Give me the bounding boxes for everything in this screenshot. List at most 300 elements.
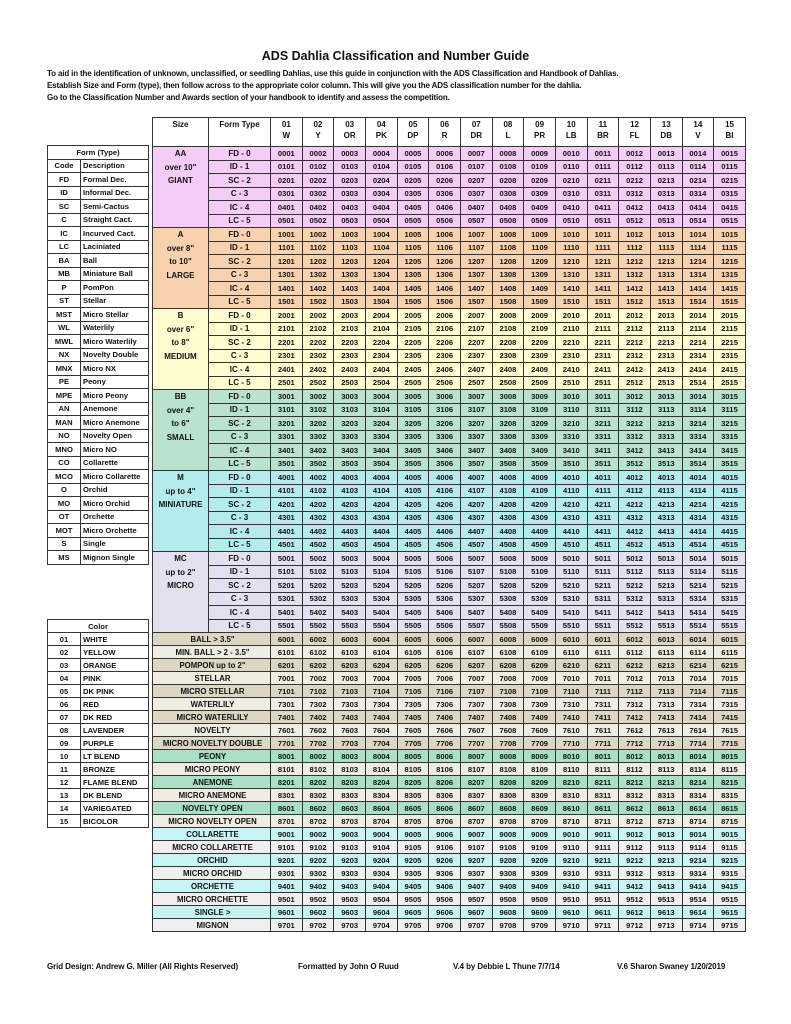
classification-number: 2310 — [555, 349, 587, 363]
classification-number: 7405 — [397, 711, 429, 724]
form-type-cell: LC - 5 — [209, 295, 271, 309]
classification-number: 1315 — [714, 268, 746, 282]
classification-number: 0102 — [302, 160, 334, 174]
classification-number: 9401 — [271, 880, 303, 893]
classification-number: 0508 — [492, 214, 524, 228]
color-number: 09 — [535, 120, 545, 129]
classification-number: 0010 — [555, 147, 587, 161]
classification-number: 0004 — [365, 147, 397, 161]
classification-number: 9208 — [492, 854, 524, 867]
classification-number: 0409 — [524, 201, 556, 215]
classification-number: 6105 — [397, 646, 429, 659]
classification-number: 7001 — [271, 672, 303, 685]
form-description: Micro Collarette — [81, 470, 149, 484]
classification-number: 9610 — [555, 906, 587, 919]
classification-number: 2405 — [397, 363, 429, 377]
classification-number: 8604 — [365, 802, 397, 815]
classification-number: 3401 — [271, 444, 303, 458]
classification-number: 7605 — [397, 724, 429, 737]
classification-number: 4213 — [650, 498, 682, 512]
classification-number: 8710 — [555, 815, 587, 828]
form-type-cell: C - 3 — [209, 187, 271, 201]
classification-number: 4114 — [682, 484, 714, 498]
classification-number: 5103 — [334, 565, 366, 579]
legend-row — [48, 537, 149, 551]
form-type-cell: FD - 0 — [209, 390, 271, 404]
classification-number: 8613 — [650, 802, 682, 815]
classification-number: 8701 — [271, 815, 303, 828]
form-code: MNX — [48, 362, 81, 376]
classification-number: 4001 — [271, 471, 303, 485]
classification-number: 0513 — [650, 214, 682, 228]
classification-number: 5202 — [302, 579, 334, 593]
classification-number: 2006 — [429, 309, 461, 323]
classification-number: 6214 — [682, 659, 714, 672]
classification-number: 0507 — [460, 214, 492, 228]
classification-number: 0511 — [587, 214, 619, 228]
classification-number: 1409 — [524, 282, 556, 296]
classification-number: 6104 — [365, 646, 397, 659]
classification-number: 7403 — [334, 711, 366, 724]
classification-number: 1201 — [271, 255, 303, 269]
classification-number: 3114 — [682, 403, 714, 417]
classification-number: 2312 — [619, 349, 651, 363]
form-label-cell: ORCHID — [153, 854, 271, 867]
classification-number: 0110 — [555, 160, 587, 174]
classification-number: 5113 — [650, 565, 682, 579]
classification-number: 3304 — [365, 430, 397, 444]
color-column-header — [650, 118, 682, 147]
color-name: ORANGE — [81, 659, 149, 672]
classification-number: 4106 — [429, 484, 461, 498]
size-class-line: MINIATURE — [158, 500, 203, 509]
classification-number: 0111 — [587, 160, 619, 174]
classification-number: 2409 — [524, 363, 556, 377]
color-name: DK BLEND — [81, 789, 149, 802]
classification-number: 1306 — [429, 268, 461, 282]
classification-number: 1510 — [555, 295, 587, 309]
color-number: 09 — [48, 737, 81, 750]
classification-number: 9606 — [429, 906, 461, 919]
classification-number: 8202 — [302, 776, 334, 789]
classification-number: 7412 — [619, 711, 651, 724]
form-type-cell: ID - 1 — [209, 565, 271, 579]
classification-number: 0001 — [271, 147, 303, 161]
table-row — [153, 471, 746, 485]
classification-number: 6015 — [714, 633, 746, 646]
classification-number: 2108 — [492, 322, 524, 336]
classification-number: 1415 — [714, 282, 746, 296]
classification-number: 9205 — [397, 854, 429, 867]
form-label-cell: STELLAR — [153, 672, 271, 685]
classification-number: 6005 — [397, 633, 429, 646]
classification-number: 4111 — [587, 484, 619, 498]
classification-number: 3112 — [619, 403, 651, 417]
classification-number: 8007 — [460, 750, 492, 763]
classification-number: 9605 — [397, 906, 429, 919]
classification-number: 4215 — [714, 498, 746, 512]
classification-number: 2208 — [492, 336, 524, 350]
classification-number: 2202 — [302, 336, 334, 350]
classification-number: 8207 — [460, 776, 492, 789]
classification-number: 9602 — [302, 906, 334, 919]
classification-number: 4205 — [397, 498, 429, 512]
classification-number: 5315 — [714, 592, 746, 606]
classification-number: 7708 — [492, 737, 524, 750]
classification-number: 2204 — [365, 336, 397, 350]
color-column-header — [429, 118, 461, 147]
classification-number: 4015 — [714, 471, 746, 485]
classification-number: 5002 — [302, 552, 334, 566]
table-row — [153, 417, 746, 431]
classification-number: 9105 — [397, 841, 429, 854]
classification-number: 2008 — [492, 309, 524, 323]
classification-number: 8004 — [365, 750, 397, 763]
classification-number: 9115 — [714, 841, 746, 854]
color-column-header — [587, 118, 619, 147]
classification-number: 9408 — [492, 880, 524, 893]
classification-number: 3211 — [587, 417, 619, 431]
intro-line: Go to the Classification Number and Awards section of your handbook to identify and assess the competition. — [47, 93, 450, 102]
classification-number: 9306 — [429, 867, 461, 880]
classification-number: 7004 — [365, 672, 397, 685]
classification-number: 3104 — [365, 403, 397, 417]
form-type-cell: FD - 0 — [209, 471, 271, 485]
classification-number: 2012 — [619, 309, 651, 323]
color-code: OR — [343, 131, 356, 140]
classification-number: 6212 — [619, 659, 651, 672]
classification-number: 4003 — [334, 471, 366, 485]
color-number: 07 — [48, 711, 81, 724]
classification-number: 9510 — [555, 893, 587, 906]
classification-number: 4004 — [365, 471, 397, 485]
footer-version-4: V.4 by Debbie L Thune 7/7/14 — [453, 962, 560, 971]
classification-number: 3204 — [365, 417, 397, 431]
classification-number: 7614 — [682, 724, 714, 737]
classification-number: 2411 — [587, 363, 619, 377]
classification-number: 8606 — [429, 802, 461, 815]
form-code: CO — [48, 456, 81, 470]
size-class-line: AA — [174, 149, 187, 158]
color-name: RED — [81, 698, 149, 711]
form-type-cell: FD - 0 — [209, 228, 271, 242]
classification-number: 9615 — [714, 906, 746, 919]
classification-number: 0505 — [397, 214, 429, 228]
classification-number: 9003 — [334, 828, 366, 841]
classification-number: 7604 — [365, 724, 397, 737]
classification-number: 3003 — [334, 390, 366, 404]
classification-number: 6011 — [587, 633, 619, 646]
classification-number: 1502 — [302, 295, 334, 309]
classification-number: 1310 — [555, 268, 587, 282]
form-label-cell: WATERLILY — [153, 698, 271, 711]
classification-number: 5413 — [650, 606, 682, 620]
table-row — [153, 498, 746, 512]
classification-number: 5308 — [492, 592, 524, 606]
classification-number: 4306 — [429, 511, 461, 525]
classification-number: 3507 — [460, 457, 492, 471]
classification-number: 9108 — [492, 841, 524, 854]
classification-number: 6115 — [714, 646, 746, 659]
classification-number: 3315 — [714, 430, 746, 444]
legend-row — [48, 724, 149, 737]
classification-number: 0312 — [619, 187, 651, 201]
classification-number: 1106 — [429, 241, 461, 255]
classification-number: 4513 — [650, 538, 682, 552]
classification-number: 7308 — [492, 698, 524, 711]
classification-number: 8006 — [429, 750, 461, 763]
classification-number: 2213 — [650, 336, 682, 350]
form-type-cell: IC - 4 — [209, 201, 271, 215]
classification-number: 8308 — [492, 789, 524, 802]
classification-number: 7105 — [397, 685, 429, 698]
classification-number: 1204 — [365, 255, 397, 269]
classification-number: 2408 — [492, 363, 524, 377]
form-code: O — [48, 483, 81, 497]
classification-number: 9701 — [271, 919, 303, 932]
classification-number: 4412 — [619, 525, 651, 539]
classification-number: 9206 — [429, 854, 461, 867]
classification-number: 6001 — [271, 633, 303, 646]
classification-number: 8706 — [429, 815, 461, 828]
classification-number: 5205 — [397, 579, 429, 593]
classification-number: 2007 — [460, 309, 492, 323]
color-column-header — [302, 118, 334, 147]
classification-number: 0504 — [365, 214, 397, 228]
classification-number: 8206 — [429, 776, 461, 789]
classification-number: 6109 — [524, 646, 556, 659]
color-number: 03 — [345, 120, 355, 129]
classification-number: 7715 — [714, 737, 746, 750]
table-row — [153, 919, 746, 932]
classification-number: 5507 — [460, 619, 492, 633]
classification-number: 0313 — [650, 187, 682, 201]
classification-number: 4208 — [492, 498, 524, 512]
color-name: BICOLOR — [81, 815, 149, 828]
classification-number: 2413 — [650, 363, 682, 377]
classification-number: 2201 — [271, 336, 303, 350]
classification-number: 0213 — [650, 174, 682, 188]
classification-number: 2311 — [587, 349, 619, 363]
form-code: MO — [48, 497, 81, 511]
classification-number: 3202 — [302, 417, 334, 431]
color-number: 11 — [598, 120, 608, 129]
classification-number: 9603 — [334, 906, 366, 919]
classification-number: 7015 — [714, 672, 746, 685]
form-label-cell: MIN. BALL > 2 - 3.5" — [153, 646, 271, 659]
classification-number: 8209 — [524, 776, 556, 789]
classification-number: 3410 — [555, 444, 587, 458]
classification-number: 3014 — [682, 390, 714, 404]
classification-number: 2209 — [524, 336, 556, 350]
table-row — [153, 685, 746, 698]
classification-number: 3106 — [429, 403, 461, 417]
classification-number: 2303 — [334, 349, 366, 363]
classification-number: 5506 — [429, 619, 461, 633]
classification-number: 1110 — [555, 241, 587, 255]
legend-row — [48, 483, 149, 497]
classification-number: 8102 — [302, 763, 334, 776]
classification-number: 0203 — [334, 174, 366, 188]
classification-number: 8304 — [365, 789, 397, 802]
classification-number: 7304 — [365, 698, 397, 711]
color-number: 13 — [48, 789, 81, 802]
table-row — [153, 724, 746, 737]
size-class-cell — [153, 390, 209, 471]
classification-number: 1001 — [271, 228, 303, 242]
classification-number: 1304 — [365, 268, 397, 282]
color-code: BI — [725, 131, 734, 140]
classification-number: 0306 — [429, 187, 461, 201]
classification-number: 4211 — [587, 498, 619, 512]
table-row — [153, 444, 746, 458]
classification-number: 9211 — [587, 854, 619, 867]
classification-number: 3213 — [650, 417, 682, 431]
classification-number: 4202 — [302, 498, 334, 512]
classification-number: 5311 — [587, 592, 619, 606]
classification-number: 0104 — [365, 160, 397, 174]
table-row — [153, 349, 746, 363]
classification-number: 0314 — [682, 187, 714, 201]
classification-number: 6006 — [429, 633, 461, 646]
classification-number: 6114 — [682, 646, 714, 659]
classification-number: 5508 — [492, 619, 524, 633]
form-description: Micro NO — [81, 443, 149, 457]
classification-number: 0014 — [682, 147, 714, 161]
classification-number: 4007 — [460, 471, 492, 485]
classification-number: 6207 — [460, 659, 492, 672]
color-number: 10 — [48, 750, 81, 763]
classification-number: 3105 — [397, 403, 429, 417]
classification-number: 4509 — [524, 538, 556, 552]
classification-number: 5502 — [302, 619, 334, 633]
classification-number: 8110 — [555, 763, 587, 776]
classification-number: 5401 — [271, 606, 303, 620]
table-row — [153, 147, 746, 161]
classification-number: 1202 — [302, 255, 334, 269]
classification-number: 3411 — [587, 444, 619, 458]
classification-number: 0106 — [429, 160, 461, 174]
classification-number: 9308 — [492, 867, 524, 880]
classification-number: 0003 — [334, 147, 366, 161]
classification-number: 8204 — [365, 776, 397, 789]
form-type-cell: LC - 5 — [209, 538, 271, 552]
classification-number: 2507 — [460, 376, 492, 390]
classification-number: 3215 — [714, 417, 746, 431]
classification-number: 0207 — [460, 174, 492, 188]
classification-number: 8112 — [619, 763, 651, 776]
classification-number: 1512 — [619, 295, 651, 309]
table-row — [153, 828, 746, 841]
classification-number: 4404 — [365, 525, 397, 539]
classification-number: 1209 — [524, 255, 556, 269]
classification-number: 6110 — [555, 646, 587, 659]
classification-number: 1508 — [492, 295, 524, 309]
color-number: 02 — [313, 120, 323, 129]
size-class-line: over 6" — [166, 324, 195, 334]
classification-number: 9212 — [619, 854, 651, 867]
classification-number: 0202 — [302, 174, 334, 188]
classification-number: 1207 — [460, 255, 492, 269]
classification-number: 1311 — [587, 268, 619, 282]
classification-number: 2407 — [460, 363, 492, 377]
classification-number: 4108 — [492, 484, 524, 498]
classification-number: 0204 — [365, 174, 397, 188]
classification-number: 4312 — [619, 511, 651, 525]
classification-number: 2307 — [460, 349, 492, 363]
classification-number: 1012 — [619, 228, 651, 242]
form-description: Stellar — [81, 294, 149, 308]
classification-number: 8310 — [555, 789, 587, 802]
form-description: Collarette — [81, 456, 149, 470]
legend-row — [48, 711, 149, 724]
classification-number: 5108 — [492, 565, 524, 579]
table-row — [153, 201, 746, 215]
classification-number: 9409 — [524, 880, 556, 893]
classification-number: 5013 — [650, 552, 682, 566]
classification-number: 2508 — [492, 376, 524, 390]
classification-number: 9313 — [650, 867, 682, 880]
color-column-header — [714, 118, 746, 147]
color-code: BR — [597, 131, 609, 140]
classification-number: 1010 — [555, 228, 587, 242]
legend-row — [48, 321, 149, 335]
classification-number: 4210 — [555, 498, 587, 512]
table-row — [153, 592, 746, 606]
classification-number: 8212 — [619, 776, 651, 789]
classification-number: 3310 — [555, 430, 587, 444]
classification-number: 1402 — [302, 282, 334, 296]
classification-number: 5008 — [492, 552, 524, 566]
classification-number: 4407 — [460, 525, 492, 539]
classification-number: 7707 — [460, 737, 492, 750]
classification-number: 7010 — [555, 672, 587, 685]
classification-number: 2207 — [460, 336, 492, 350]
form-description: PomPon — [81, 281, 149, 295]
classification-number: 3311 — [587, 430, 619, 444]
classification-number: 1405 — [397, 282, 429, 296]
classification-number: 6215 — [714, 659, 746, 672]
classification-number: 4309 — [524, 511, 556, 525]
classification-number: 8713 — [650, 815, 682, 828]
classification-number: 4014 — [682, 471, 714, 485]
table-row — [153, 815, 746, 828]
classification-number: 9406 — [429, 880, 461, 893]
legend-row — [48, 213, 149, 227]
classification-number: 9507 — [460, 893, 492, 906]
classification-number: 7313 — [650, 698, 682, 711]
classification-number: 4201 — [271, 498, 303, 512]
classification-number: 4408 — [492, 525, 524, 539]
classification-number: 5501 — [271, 619, 303, 633]
classification-number: 9210 — [555, 854, 587, 867]
form-label-cell: ANEMONE — [153, 776, 271, 789]
intro-line: To aid in the identification of unknown, unclassified, or seedling Dahlias, use this guide in conjunction with the ADS Classification and Handbook of Dahlias. — [47, 69, 619, 78]
classification-number: 3406 — [429, 444, 461, 458]
form-description: Micro Stellar — [81, 308, 149, 322]
classification-number: 9106 — [429, 841, 461, 854]
page-title: ADS Dahlia Classification and Number Guide — [261, 49, 530, 63]
classification-number: 4315 — [714, 511, 746, 525]
classification-number: 9307 — [460, 867, 492, 880]
color-number: 13 — [661, 120, 671, 129]
classification-number: 3212 — [619, 417, 651, 431]
classification-number: 1407 — [460, 282, 492, 296]
classification-number: 4109 — [524, 484, 556, 498]
classification-number: 7103 — [334, 685, 366, 698]
classification-number: 1509 — [524, 295, 556, 309]
classification-number: 8003 — [334, 750, 366, 763]
